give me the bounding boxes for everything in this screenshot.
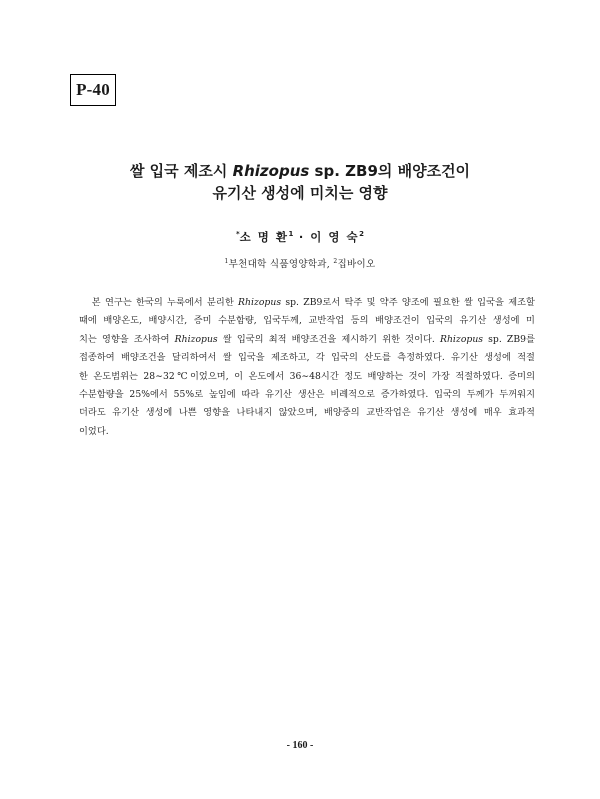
paper-title bbox=[60, 160, 540, 204]
abstract-line: 한 온도범위는 28∼32℃이었으며, 이 온도에서 36∼48시간 정도 배양하는 것이 가장 적절하였다. 증미의 bbox=[79, 370, 535, 382]
author-name: 소 명 환 bbox=[239, 230, 289, 244]
affiliation-mark: 2 bbox=[359, 230, 364, 239]
affiliation-mark: 1 bbox=[224, 257, 229, 265]
page-number: - 160 - bbox=[286, 740, 314, 751]
abstract-line: 접종하여 배양조건을 달리하여서 쌀 입국을 제조하고, 각 입국의 산도를 측정하였다. 유기산 생성에 적절 bbox=[79, 352, 535, 364]
author-separator: · bbox=[293, 230, 311, 244]
title-line-2: 유기산 생성에 미치는 영향 bbox=[212, 184, 388, 202]
affiliation-mark: 2 bbox=[333, 257, 338, 265]
abstract-line: 때에 배양온도, 배양시간, 증미 수분함량, 입국두께, 교반작업 등의 배양조건이 입국의 유기산 생성에 미 bbox=[79, 315, 535, 327]
author-name: 이 영 숙 bbox=[310, 230, 360, 244]
abstract-body bbox=[79, 294, 535, 441]
abstract-line: 수분함량을 25%에서 55%로 높임에 따라 유기산 생산은 비례적으로 증가하였다. 입국의 두께가 두꺼워지 bbox=[79, 389, 535, 401]
title-species: Rhizopus bbox=[232, 162, 310, 180]
abstract-line: 이었다. bbox=[79, 425, 109, 437]
title-line-1 bbox=[60, 160, 540, 182]
affiliation-mark: 1 bbox=[288, 230, 294, 239]
abstract-line: 더라도 유기산 생성에 나쁜 영향을 나타내지 않았으며, 배양중의 교반작업은 유기산 생성에 매우 효과적 bbox=[79, 407, 535, 419]
title-text: sp. ZB9의 배양조건이 bbox=[309, 162, 471, 180]
abstract-line: 치는 영향을 조사하여 Rhizopus 쌀 입국의 최적 배양조건을 제시하기 위한 것이다. Rhizopus sp. ZB9를 bbox=[79, 333, 535, 345]
poster-label: P-40 bbox=[70, 74, 116, 106]
affiliation-text: 부천대학 식품영양학과, bbox=[228, 259, 334, 270]
corresponding-mark: * bbox=[236, 230, 240, 239]
title-text: 쌀 입국 제조시 bbox=[129, 162, 233, 180]
affiliations bbox=[0, 256, 600, 270]
affiliation-text: 집바이오 bbox=[337, 259, 376, 270]
author-list bbox=[0, 229, 600, 245]
abstract-line: 본 연구는 한국의 누룩에서 분리한 Rhizopus sp. ZB9로서 탁주 및 약주 양조에 필요한 쌀 입국을 제조할 bbox=[91, 297, 535, 308]
